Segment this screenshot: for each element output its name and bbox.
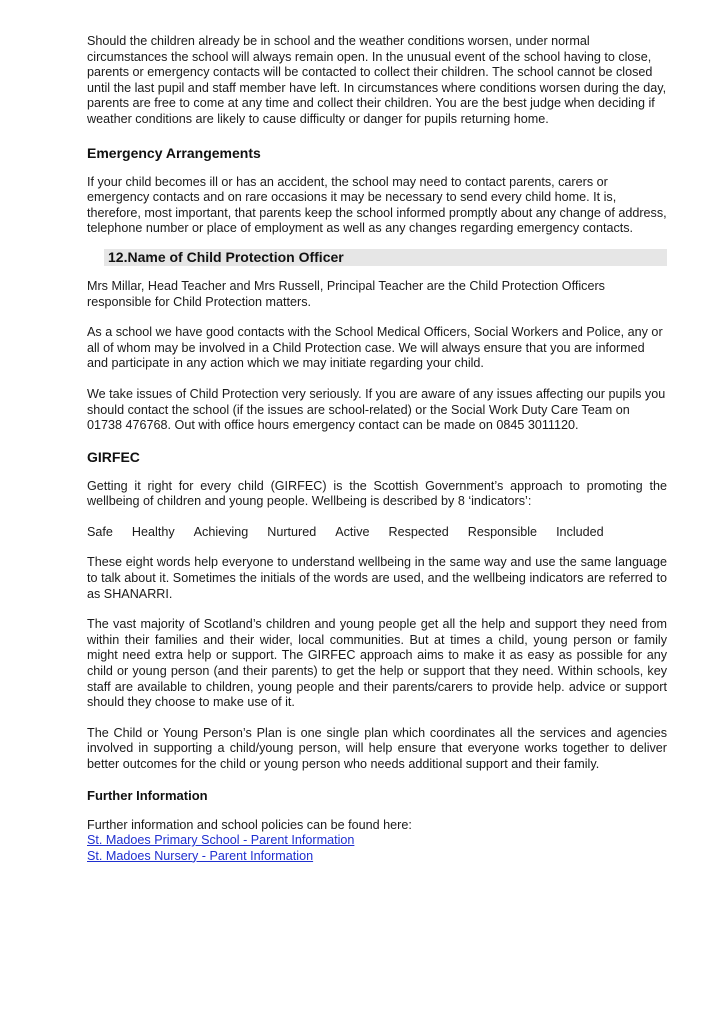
further-information-heading: Further Information <box>87 787 208 803</box>
primary-school-parent-info-link[interactable]: St. Madoes Primary School - Parent Information <box>87 833 355 848</box>
emergency-heading: Emergency Arrangements <box>87 144 261 161</box>
girfec-paragraph: The Child or Young Person’s Plan is one single plan which coordinates all the services and agencies involved in supporting a child/young person, will help ensure that everyone works together to deliver better outcomes for the child or young person who needs additional support and their family. <box>87 725 667 771</box>
section-heading-child-protection <box>104 249 667 266</box>
child-protection-paragraph: We take issues of Child Protection very seriously. If you are aware of any issues affecting our pupils you should contact the school (if the issues are school-related) or the Social Work Duty Care Team on 01738 476768. Out with office hours emergency contact can be made on 0845 3011120. <box>87 386 666 433</box>
girfec-paragraph: These eight words help everyone to understand wellbeing in the same way and use the same language to talk about it. Sometimes the initials of the words are used, and the wellbeing indicators are referred to as SHANARRI. <box>87 555 667 601</box>
indicator: Active <box>335 524 370 539</box>
wellbeing-indicators <box>87 525 667 541</box>
further-information-intro: Further information and school policies can be found here: <box>87 817 412 832</box>
child-protection-paragraph: As a school we have good contacts with the School Medical Officers, Social Workers and Police, any or all of whom may be involved in a Child Protection case. We will always ensure that you are informed and participate in any action which we may initiate regarding your child. <box>87 325 663 371</box>
indicator: Achieving <box>193 524 249 539</box>
weather-paragraph: Should the children already be in school and the weather conditions worsen, under normal circumstances the school will always remain open. In the unusual event of the school having to close, parents or emergency contacts will be contacted to collect their children. The school cannot be closed until the last pupil and staff member have left. In circumstances where conditions worsen during the day, parents are free to come at any time and collect their children. You are the best judge when deciding if weather conditions are likely to cause difficulty or danger for pupils returning home. <box>87 34 667 126</box>
indicator: Healthy <box>131 524 175 539</box>
emergency-paragraph: If your child becomes ill or has an accident, the school may need to contact parents, carers or emergency contacts and on rare occasions it may be necessary to send every child home. It is, therefore, most important, that parents keep the school informed promptly about any change of address, telephone number or place of employment as well as any changes regarding emergency contacts. <box>87 174 667 236</box>
indicator: Responsible <box>467 524 538 539</box>
document-page <box>87 34 667 864</box>
child-protection-paragraph: Mrs Millar, Head Teacher and Mrs Russell, Principal Teacher are the Child Protection Officers responsible for Child Protection matters. <box>87 278 605 309</box>
indicator: Safe <box>87 524 113 539</box>
nursery-parent-info-link[interactable]: St. Madoes Nursery - Parent Information <box>87 848 314 863</box>
section-number: 12. <box>108 248 128 265</box>
indicator: Nurtured <box>267 524 317 539</box>
section-title: Name of Child Protection Officer <box>127 248 344 265</box>
girfec-heading: GIRFEC <box>87 448 140 465</box>
girfec-paragraph: The vast majority of Scotland’s children and young people get all the help and support they need from within their families and their wider, local communities. But at times a child, young person or family might need extra help or support. The GIRFEC approach aims to make it as easy as possible for any child or young person (and their parents) to get the help or support that they need. Within schools, key staff are available to children, young people and their parents/carers to provide help. advice or support should they choose to make use of it. <box>87 617 667 710</box>
indicator: Respected <box>388 524 449 539</box>
indicator: Included <box>556 524 604 539</box>
girfec-intro: Getting it right for every child (GIRFEC) is the Scottish Government’s approach to promoting the wellbeing of children and young people. Wellbeing is described by 8 ‘indicators’: <box>87 478 667 509</box>
